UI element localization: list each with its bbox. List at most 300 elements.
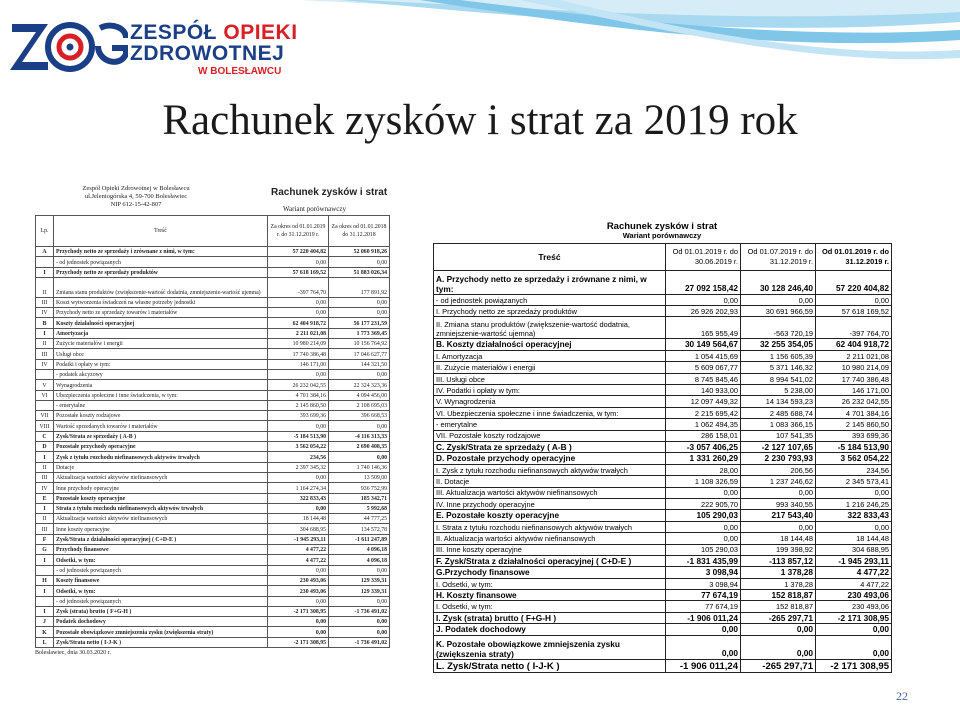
scan-row [36, 359, 390, 369]
row-value-year-2019: 304 688,95 [816, 544, 892, 555]
table-row [434, 510, 892, 521]
scan-address-line: ul.Jeleniogórska 4, 59-700 Bolesławiec [84, 192, 188, 200]
header-col3: Od 01.01.2019 r. do 31.12.2019 r. [816, 243, 892, 270]
table-row [434, 294, 892, 305]
logo-text-opieki: OPIEKI [223, 21, 298, 44]
scan-cell-label: Pozostałe koszty operacyjne [54, 493, 268, 503]
table-row [434, 590, 892, 601]
scan-header-tresc: Treść [54, 216, 268, 247]
scan-cell-2018: 185 342,71 [329, 493, 390, 503]
scan-cell-lp: IV [36, 483, 54, 493]
scan-cell-2019: 2 211 021,08 [268, 328, 329, 338]
row-value-year-2019: 0,00 [816, 635, 892, 659]
row-value-h2-2019: 5 371 146,32 [741, 362, 816, 373]
table-row [434, 362, 892, 373]
row-value-year-2019: 17 740 386,48 [816, 373, 892, 384]
row-value-h2-2019: 152 818,87 [741, 601, 816, 612]
row-value-h1-2019: 0,00 [666, 294, 741, 305]
scan-cell-2018: -1 736 491,02 [329, 637, 390, 647]
scan-cell-2018: 4 096,18 [329, 545, 390, 555]
scan-cell-2018: 129 339,31 [329, 586, 390, 596]
scan-row [36, 411, 390, 421]
scan-cell-2018: 0,00 [329, 565, 390, 575]
row-value-year-2019: 4 701 384,16 [816, 407, 892, 418]
row-value-h1-2019: 30 149 564,67 [666, 339, 741, 350]
zoz-logo-icon [8, 18, 128, 76]
scan-cell-2019: 2 397 345,32 [268, 462, 329, 472]
table-row [434, 317, 892, 339]
row-value-h1-2019: 1 331 260,29 [666, 453, 741, 464]
scan-row [36, 524, 390, 534]
table-row [434, 533, 892, 544]
scan-cell-2019: 4 477,22 [268, 555, 329, 565]
scan-cell-2018: 0,00 [329, 308, 390, 318]
row-label: I. Strata z tytułu rozchodu niefinansowych aktywów trwałych [434, 521, 666, 532]
scan-row [36, 328, 390, 338]
scan-cell-lp: III [36, 349, 54, 359]
scan-cell-label: Koszty działalności operacyjnej [54, 318, 268, 328]
row-label: - od jednostek powiązanych [434, 294, 666, 305]
scan-cell-lp: A [36, 247, 54, 257]
scan-table [35, 215, 390, 648]
table-row [434, 521, 892, 532]
scan-cell-lp: I [36, 328, 54, 338]
scan-cell-label: - od jednostek powiązanych [54, 565, 268, 575]
scan-cell-2018: 44 777,25 [329, 514, 390, 524]
table-row [434, 453, 892, 464]
scan-cell-label: Przychody finansowe [54, 545, 268, 555]
table-subtitle: Wariant porównawczy [622, 231, 702, 241]
row-value-h2-2019: 5 238,00 [741, 385, 816, 396]
row-value-h1-2019: 0,00 [666, 624, 741, 635]
scan-row [36, 586, 390, 596]
row-value-h1-2019: 105 290,03 [666, 544, 741, 555]
logo-text-zdrowotnej: ZDROWOTNEJ [130, 42, 285, 65]
scan-row [36, 452, 390, 462]
scan-cell-2018: 4 094 456,00 [329, 390, 390, 400]
row-value-h1-2019: 2 215 695,42 [666, 407, 741, 418]
scan-cell-2018: 13 509,00 [329, 472, 390, 482]
row-label: II. Zmiana stanu produktów (zwiększenie-wartość dodatnia, zmniejszenie-wartość ujemna) [434, 317, 666, 339]
scan-cell-2018: 0,00 [329, 452, 390, 462]
scan-cell-2019: 17 740 386,48 [268, 349, 329, 359]
table-row [434, 396, 892, 407]
scan-cell-2019: -2 171 308,95 [268, 606, 329, 616]
row-value-h1-2019: 0,00 [666, 487, 741, 498]
row-label: V. Wynagrodzenia [434, 396, 666, 407]
scan-cell-label: Pozostałe przychody operacyjne [54, 442, 268, 452]
scan-cell-2019: -1 945 293,11 [268, 534, 329, 544]
scan-header-lp: Lp. [36, 216, 54, 247]
row-value-h2-2019: 206,56 [741, 464, 816, 475]
scan-cell-2019: 230 493,06 [268, 586, 329, 596]
scan-cell-lp: I [36, 606, 54, 616]
row-value-h2-2019: 0,00 [741, 487, 816, 498]
scan-cell-2018: 177 891,92 [329, 277, 390, 297]
row-value-h2-2019: 199 398,92 [741, 544, 816, 555]
scan-cell-label: - podatek akcyzowy [54, 369, 268, 379]
scan-cell-lp: III [36, 524, 54, 534]
scan-cell-lp: VII [36, 411, 54, 421]
table-row [434, 635, 892, 659]
scan-cell-2018: 0,00 [329, 627, 390, 637]
row-label: I. Odsetki, w tym: [434, 601, 666, 612]
scan-cell-2018: 0,00 [329, 421, 390, 431]
scan-cell-2018: -4 116 313,33 [329, 431, 390, 441]
row-label: I. Zysk z tytułu rozchodu niefinansowych aktywów trwałych [434, 464, 666, 475]
scan-row [36, 637, 390, 647]
scan-cell-label: - emerytalne [54, 400, 268, 410]
scan-cell-lp: K [36, 627, 54, 637]
scan-cell-2018: 22 324 323,36 [329, 380, 390, 390]
row-value-h1-2019: 3 098,94 [666, 567, 741, 578]
scan-address-line: Zespół Opieki Zdrowotnej w Bolesławcu [82, 185, 190, 192]
row-value-year-2019: 2 145 860,50 [816, 419, 892, 430]
row-value-year-2019: 62 404 918,72 [816, 339, 892, 350]
scan-row [36, 575, 390, 585]
row-value-year-2019: 4 477,22 [816, 567, 892, 578]
row-value-year-2019: 2 211 021,08 [816, 350, 892, 361]
scan-cell-lp: II [36, 277, 54, 297]
scan-cell-lp [36, 400, 54, 410]
row-value-year-2019: 0,00 [816, 487, 892, 498]
scan-row [36, 277, 390, 297]
scan-cell-2018: 0,00 [329, 257, 390, 267]
row-value-year-2019: 393 699,36 [816, 430, 892, 441]
row-value-year-2019: 0,00 [816, 624, 892, 635]
table-row [434, 544, 892, 555]
scan-cell-label: Podatek dochodowy [54, 617, 268, 627]
scan-row [36, 369, 390, 379]
row-label: I. Odsetki, w tym: [434, 578, 666, 589]
table-row [434, 339, 892, 350]
scan-cell-2019: 0,00 [268, 596, 329, 606]
scan-cell-2018: 2 108 695,03 [329, 400, 390, 410]
scan-row [36, 514, 390, 524]
row-label: III. Aktualizacja wartości aktywów niefinansowych [434, 487, 666, 498]
scan-address [81, 185, 191, 208]
table-title: Rachunek zysków i strat [606, 221, 718, 232]
scan-cell-lp: III [36, 297, 54, 307]
scan-cell-2019: 146 171,00 [268, 359, 329, 369]
scan-cell-label: Zysk z tytułu rozchodu niefinansowych aktywów trwałych [54, 452, 268, 462]
scan-cell-lp: F [36, 534, 54, 544]
scan-cell-2018: 56 177 231,59 [329, 318, 390, 328]
row-label: H. Koszty finansowe [434, 590, 666, 601]
page-number: 22 [896, 689, 908, 703]
scan-cell-2019: 0,00 [268, 421, 329, 431]
scan-row [36, 462, 390, 472]
scanned-statement [35, 185, 393, 680]
scan-cell-2019: 0,00 [268, 503, 329, 513]
header-col2: Od 01.07.2019 r. do 31.12.2019 r. [741, 243, 816, 270]
row-value-h2-2019: -563 720,19 [741, 317, 816, 339]
table-header-row [434, 243, 892, 270]
scan-cell-lp: J [36, 617, 54, 627]
scan-cell-label: - od jednostek powiązanych [54, 257, 268, 267]
table-row [434, 487, 892, 498]
row-value-h2-2019: 152 818,87 [741, 590, 816, 601]
scan-cell-2019: 322 833,43 [268, 493, 329, 503]
scan-row [36, 308, 390, 318]
scan-cell-lp: G [36, 545, 54, 555]
row-label: IV. Inne przychody operacyjne [434, 498, 666, 509]
row-value-h2-2019: 2 485 688,74 [741, 407, 816, 418]
table-row [434, 373, 892, 384]
row-value-h2-2019: 1 378,28 [741, 578, 816, 589]
row-value-year-2019: 26 232 042,55 [816, 396, 892, 407]
scan-cell-2018: 52 060 918,26 [329, 247, 390, 257]
scan-cell-2018: 396 668,53 [329, 411, 390, 421]
table-row [434, 624, 892, 635]
row-value-h2-2019: 0,00 [741, 521, 816, 532]
row-value-year-2019: 322 833,43 [816, 510, 892, 521]
row-value-year-2019: 1 216 246,25 [816, 498, 892, 509]
row-value-h2-2019: -265 297,71 [741, 612, 816, 623]
table-row [434, 567, 892, 578]
scan-cell-label: Ubezpieczenia społeczne i inne świadczenia, w tym: [54, 390, 268, 400]
scan-cell-2018: 10 156 764,92 [329, 339, 390, 349]
scan-cell-label: - od jednostek powiązanych [54, 596, 268, 606]
scan-cell-label: Amortyzacja [54, 328, 268, 338]
table-row [434, 407, 892, 418]
row-label: F. Zysk/Strata z działalności operacyjnej ( C+D-E ) [434, 555, 666, 566]
scan-row [36, 617, 390, 627]
scan-cell-label: Pozostałe koszty rodzajowe [54, 411, 268, 421]
scan-cell-2018: 129 339,31 [329, 575, 390, 585]
row-value-h1-2019: 222 905,70 [666, 498, 741, 509]
row-value-h1-2019: 1 054 415,69 [666, 350, 741, 361]
scan-cell-lp [36, 596, 54, 606]
table-row [434, 578, 892, 589]
row-value-h2-2019: 1 237 246,62 [741, 476, 816, 487]
row-value-h1-2019: 12 097 449,32 [666, 396, 741, 407]
scan-cell-2018: 4 096,18 [329, 555, 390, 565]
row-label: III. Usługi obce [434, 373, 666, 384]
scan-row [36, 380, 390, 390]
row-value-h2-2019: 30 128 246,40 [741, 270, 816, 294]
scan-cell-2019: 0,00 [268, 297, 329, 307]
scan-cell-label: Zysk/Strata netto ( I-J-K ) [54, 637, 268, 647]
scan-cell-2019: 0,00 [268, 617, 329, 627]
row-value-year-2019: -2 171 308,95 [816, 612, 892, 623]
scan-row [36, 503, 390, 513]
scan-row [36, 493, 390, 503]
scan-cell-2019: -397 764,70 [268, 277, 329, 297]
row-label: D. Pozostałe przychody operacyjne [434, 453, 666, 464]
scan-cell-lp [36, 565, 54, 575]
income-table [433, 243, 892, 673]
scan-cell-2018: 2 690 408,35 [329, 442, 390, 452]
row-value-h2-2019: 993 340,55 [741, 498, 816, 509]
scan-cell-lp: III [36, 472, 54, 482]
row-value-year-2019: 2 345 573,41 [816, 476, 892, 487]
scan-cell-label: Usługi obce [54, 349, 268, 359]
row-label: I. Zysk (strata) brutto ( F+G-H ) [434, 612, 666, 623]
table-row [434, 350, 892, 361]
row-value-h1-2019: 8 745 845,46 [666, 373, 741, 384]
scan-cell-lp: H [36, 575, 54, 585]
row-value-h1-2019: 1 062 494,35 [666, 419, 741, 430]
row-value-h2-2019: -265 297,71 [741, 659, 816, 672]
row-value-h2-2019: 1 083 366,15 [741, 419, 816, 430]
row-value-h2-2019: 18 144,48 [741, 533, 816, 544]
row-value-h1-2019: 0,00 [666, 521, 741, 532]
row-value-h1-2019: 26 926 202,93 [666, 306, 741, 317]
scan-cell-2018: -1 611 247,89 [329, 534, 390, 544]
scan-title: Rachunek zysków i strat [271, 187, 388, 198]
scan-row [36, 483, 390, 493]
income-statement-table [433, 222, 891, 673]
scan-row [36, 390, 390, 400]
scan-cell-label: Przychody netto ze sprzedaży towarów i materiałów [54, 308, 268, 318]
scan-cell-2018: 17 046 627,77 [329, 349, 390, 359]
row-value-h1-2019: 5 609 067,77 [666, 362, 741, 373]
row-label: I. Przychody netto ze sprzedaży produktów [434, 306, 666, 317]
row-value-h1-2019: 77 674,19 [666, 601, 741, 612]
logo-text-city: W BOLESŁAWCU [198, 66, 282, 77]
row-value-year-2019: 4 477,22 [816, 578, 892, 589]
logo-wordmark [130, 22, 298, 77]
scan-cell-lp: E [36, 493, 54, 503]
row-label: I. Amortyzacja [434, 350, 666, 361]
scan-cell-lp: IV [36, 359, 54, 369]
scan-cell-label: Dotacje [54, 462, 268, 472]
scan-cell-2019: 57 220 404,82 [268, 247, 329, 257]
row-value-h2-2019: 1 156 605,39 [741, 350, 816, 361]
row-value-h1-2019: -3 057 406,25 [666, 441, 741, 452]
scan-cell-label: Koszt wytworzenia świadczeń na własne potrzeby jednostki [54, 297, 268, 307]
scan-cell-label: Wartość sprzedanych towarów i materiałów [54, 421, 268, 431]
scan-header-col1: Za okres od 01.01.2019 r. do 31.12.2019 r. [268, 216, 329, 247]
scan-subtitle: Wariant porównawczy [283, 205, 346, 213]
scan-cell-2019: 0,00 [268, 369, 329, 379]
row-value-h1-2019: 1 108 326,59 [666, 476, 741, 487]
scan-cell-lp: C [36, 431, 54, 441]
scan-cell-label: Aktualizacja wartości aktywów niefinansowych [54, 472, 268, 482]
row-label: J. Podatek dochodowy [434, 624, 666, 635]
scan-cell-lp: B [36, 318, 54, 328]
scan-cell-2019: 1 164 274,34 [268, 483, 329, 493]
scan-cell-label: Zysk/Strata z działalności operacyjnej ( C+D-E ) [54, 534, 268, 544]
scan-row [36, 349, 390, 359]
scan-cell-label: Podatki i opłaty w tym: [54, 359, 268, 369]
scan-cell-lp: II [36, 514, 54, 524]
row-value-h2-2019: 32 255 354,05 [741, 339, 816, 350]
scan-cell-lp: VI [36, 390, 54, 400]
scan-row [36, 297, 390, 307]
table-row [434, 498, 892, 509]
scan-cell-lp [36, 257, 54, 267]
row-value-year-2019: 0,00 [816, 521, 892, 532]
row-value-h2-2019: 1 378,28 [741, 567, 816, 578]
row-label: A. Przychody netto ze sprzedaży i zrównane z nimi, w tym: [434, 270, 666, 294]
row-value-year-2019: 18 144,48 [816, 533, 892, 544]
row-label: G.Przychody finansowe [434, 567, 666, 578]
scan-cell-2019: 18 144,48 [268, 514, 329, 524]
row-value-h1-2019: 28,00 [666, 464, 741, 475]
row-value-year-2019: 57 618 169,52 [816, 306, 892, 317]
header-tresc: Treść [434, 243, 666, 270]
scan-cell-lp: I [36, 267, 54, 277]
table-row [434, 612, 892, 623]
row-value-h2-2019: 8 994 541,02 [741, 373, 816, 384]
scan-cell-lp: I [36, 503, 54, 513]
scan-cell-lp: II [36, 339, 54, 349]
scan-cell-label: Koszty finansowe [54, 575, 268, 585]
scan-cell-2018: 936 752,99 [329, 483, 390, 493]
row-label: L. Zysk/Strata netto ( I-J-K ) [434, 659, 666, 672]
scan-cell-2018: 51 883 026,34 [329, 267, 390, 277]
scan-cell-label: Przychody netto ze sprzedaży produktów [54, 267, 268, 277]
scan-cell-2018: -1 736 491,02 [329, 606, 390, 616]
row-value-h2-2019: 217 543,40 [741, 510, 816, 521]
scan-cell-2018: 0,00 [329, 369, 390, 379]
row-value-h2-2019: 0,00 [741, 294, 816, 305]
row-value-year-2019: -2 171 308,95 [816, 659, 892, 672]
scan-cell-lp: II [36, 462, 54, 472]
scan-cell-2019: 0,00 [268, 565, 329, 575]
scan-row [36, 472, 390, 482]
scan-cell-label: Aktualizacja wartości aktywów niefinansowych [54, 514, 268, 524]
row-value-year-2019: 146 171,00 [816, 385, 892, 396]
scan-cell-2019: 4 701 384,16 [268, 390, 329, 400]
table-row [434, 659, 892, 672]
scan-cell-lp [36, 369, 54, 379]
row-value-year-2019: 230 493,06 [816, 590, 892, 601]
scan-cell-2018: 0,00 [329, 617, 390, 627]
scan-cell-label: Zmiana stanu produktów (zwiększenie-wartość dodatnia, zmniejszenie-wartość ujemna) [54, 277, 268, 297]
scan-cell-2018: 0,00 [329, 297, 390, 307]
scan-cell-label: Inne koszty operacyjne [54, 524, 268, 534]
row-value-year-2019: 234,56 [816, 464, 892, 475]
scan-row [36, 545, 390, 555]
scan-footer: Bolesławiec, dnia 30.03.2020 r. [35, 649, 111, 656]
row-value-h1-2019: -1 831 435,99 [666, 555, 741, 566]
row-value-h2-2019: 107 541,35 [741, 430, 816, 441]
scan-row [36, 627, 390, 637]
scan-cell-2019: 0,00 [268, 627, 329, 637]
row-value-h1-2019: -1 906 011,24 [666, 659, 741, 672]
row-value-h2-2019: -113 857,12 [741, 555, 816, 566]
scan-cell-2019: 57 618 169,52 [268, 267, 329, 277]
scan-row [36, 339, 390, 349]
scan-cell-2019: 2 145 860,50 [268, 400, 329, 410]
scan-cell-2019: 26 232 042,55 [268, 380, 329, 390]
row-value-year-2019: 10 980 214,09 [816, 362, 892, 373]
scan-row [36, 596, 390, 606]
scan-cell-label: Pozostałe obowiązkowe zmniejszenia zysku (zwiększenia straty) [54, 627, 268, 637]
row-label: C. Zysk/Strata ze sprzedaży ( A-B ) [434, 441, 666, 452]
table-row [434, 270, 892, 294]
row-label: IV. Podatki i opłaty w tym: [434, 385, 666, 396]
row-value-year-2019: -5 184 513,90 [816, 441, 892, 452]
scan-cell-lp: V [36, 380, 54, 390]
scan-cell-2019: -5 184 513,90 [268, 431, 329, 441]
scan-cell-label: Inne przychody operacyjne [54, 483, 268, 493]
scan-cell-label: Zysk/Strata ze sprzedaży ( A-B ) [54, 431, 268, 441]
row-value-year-2019: 0,00 [816, 294, 892, 305]
scan-row [36, 442, 390, 452]
row-label: II. Aktualizacja wartości aktywów niefinansowych [434, 533, 666, 544]
row-value-h1-2019: 3 098,94 [666, 578, 741, 589]
scan-cell-2018: 0,00 [329, 596, 390, 606]
row-label: K. Pozostałe obowiązkowe zmniejszenia zysku (zwiększenia straty) [434, 635, 666, 659]
scan-cell-lp: I [36, 555, 54, 565]
row-value-h1-2019: 165 955,49 [666, 317, 741, 339]
logo-text-zespol: ZESPÓŁ [130, 21, 218, 44]
scan-cell-2019: 0,00 [268, 257, 329, 267]
